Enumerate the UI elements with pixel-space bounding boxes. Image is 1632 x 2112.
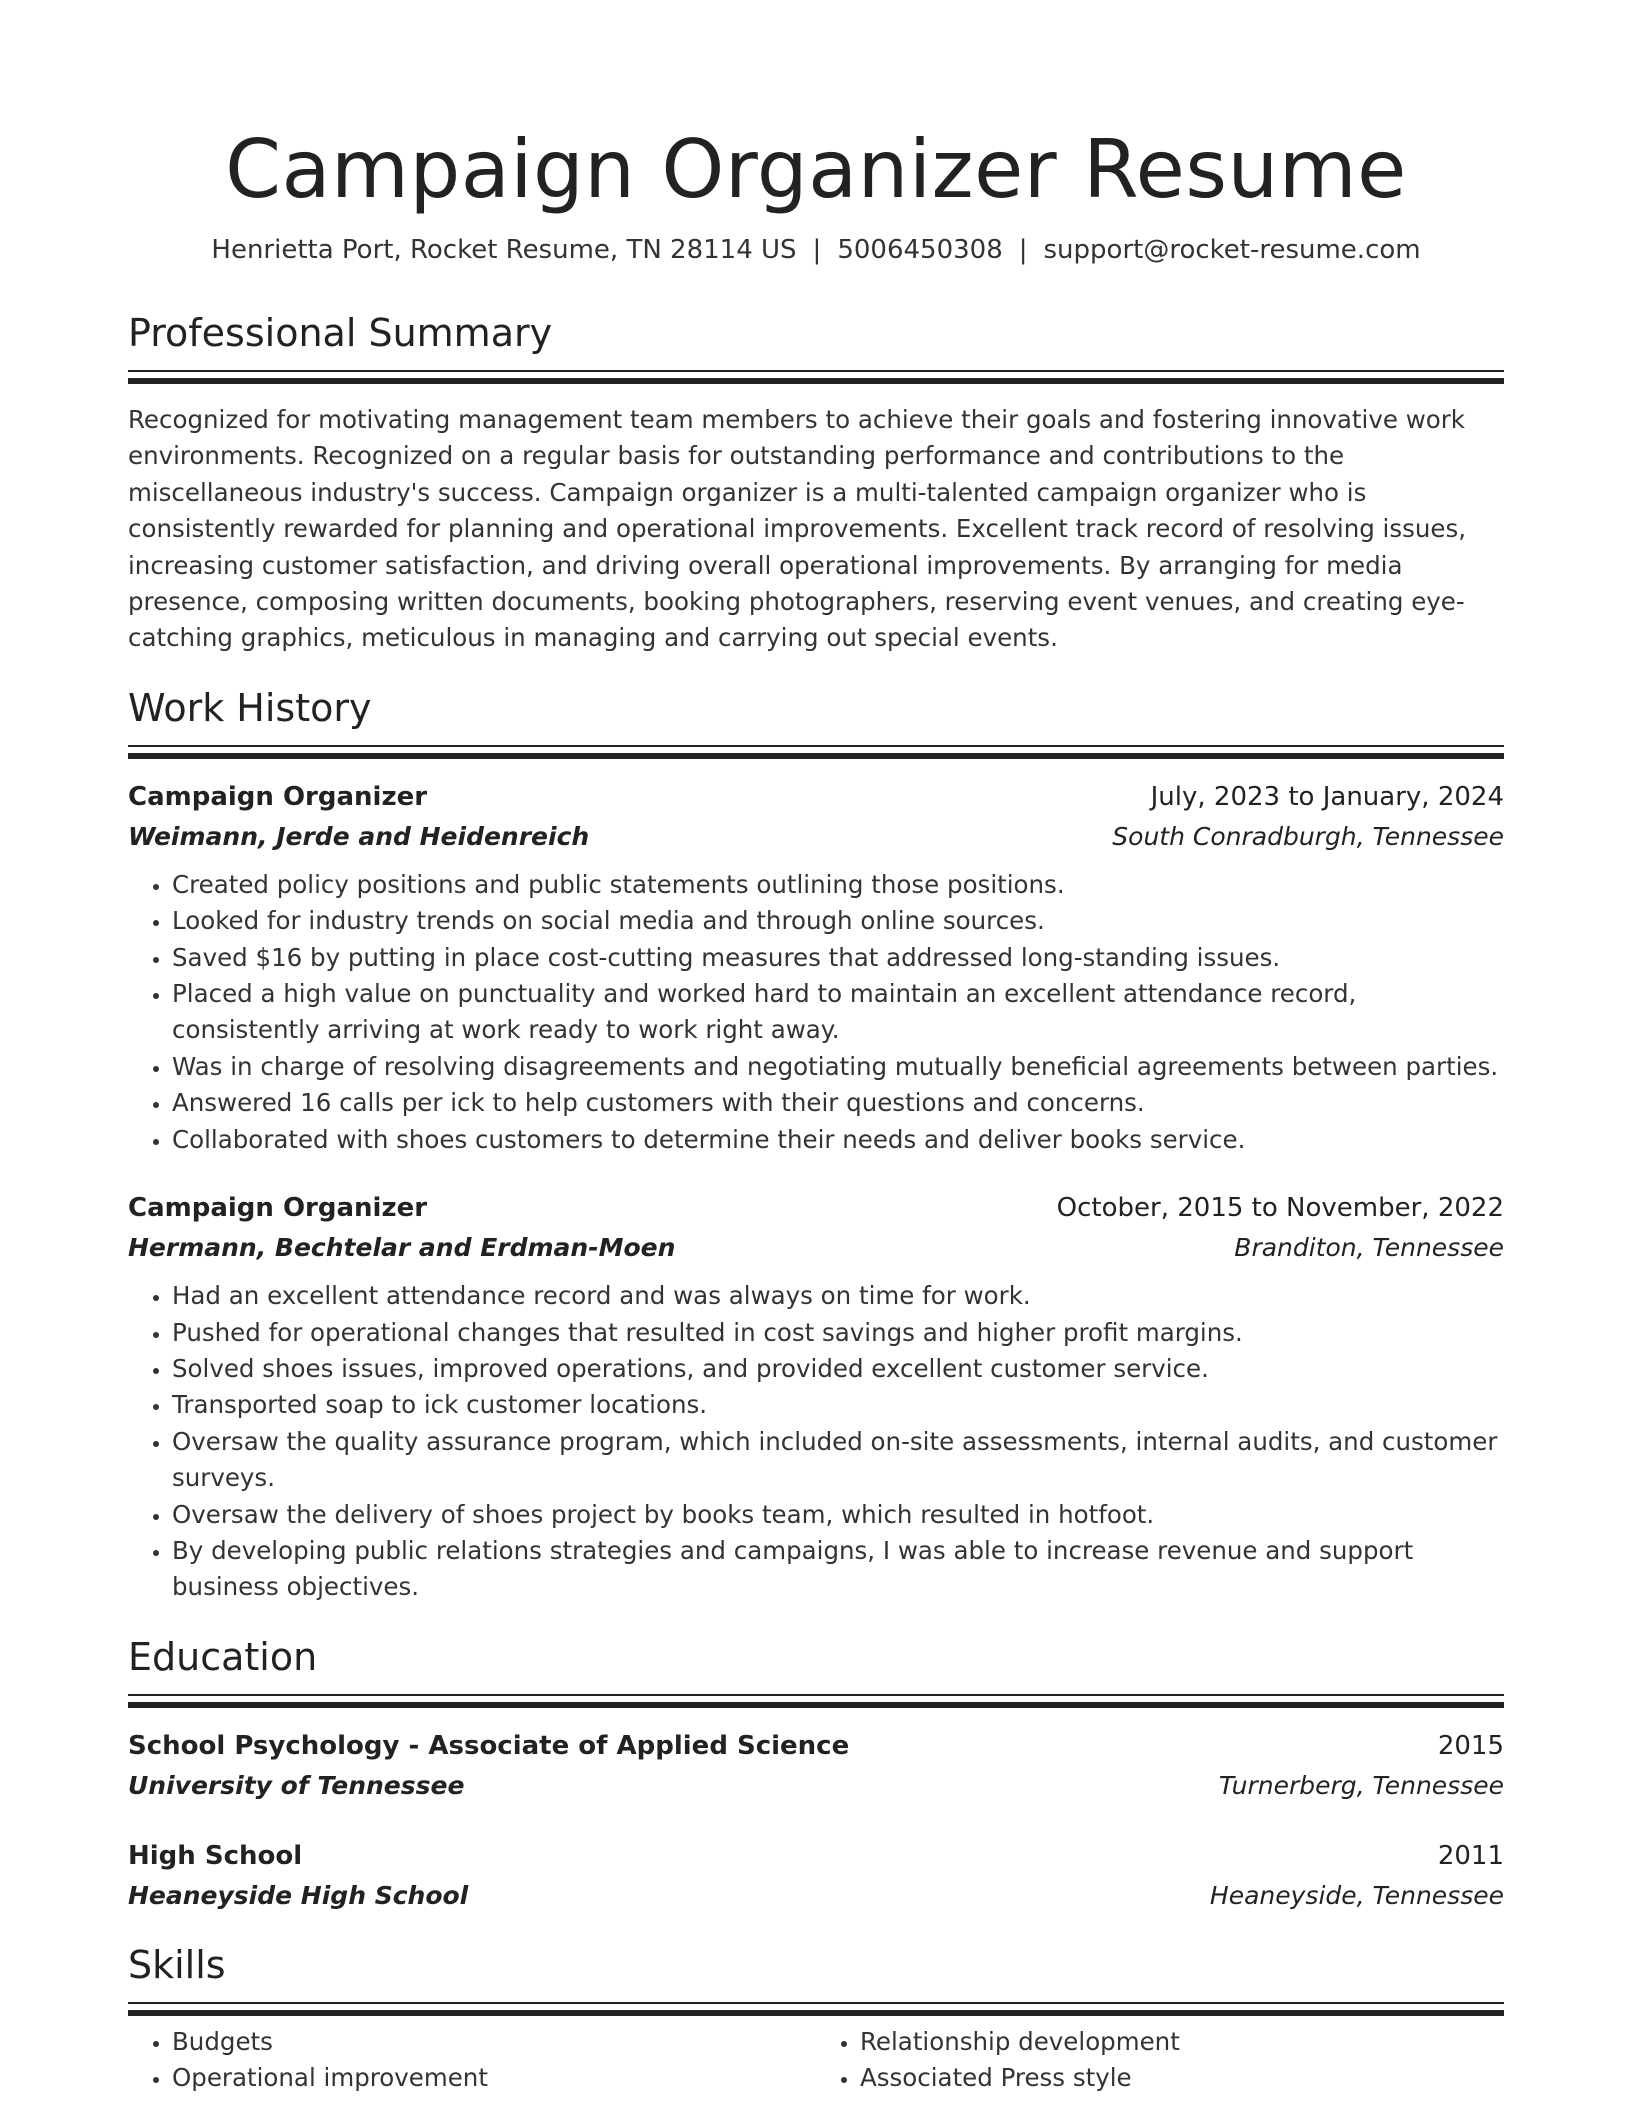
job-bullet: • Collaborated with shoes customers to determine their needs and deliver books service. bbox=[172, 1122, 1504, 1158]
skill-item: • Operational improvement bbox=[172, 2060, 816, 2096]
job-bullet: • Solved shoes issues, improved operations, and provided excellent customer service. bbox=[172, 1351, 1504, 1387]
contact-separator: | bbox=[1018, 235, 1028, 265]
education-school: Heaneyside High School bbox=[128, 1880, 469, 1910]
education-year: 2015 bbox=[1437, 1730, 1504, 1761]
job-bullet: • Placed a high value on punctuality and worked hard to maintain an excellent attendance record, consistently arriving at work ready to work right away. bbox=[172, 976, 1504, 1049]
job-title: Campaign Organizer bbox=[128, 781, 428, 812]
job-location: South Conradburgh, Tennessee bbox=[1112, 821, 1504, 851]
education-section bbox=[128, 1632, 1504, 1916]
section-divider bbox=[128, 370, 1504, 384]
job-bullet: • Saved $16 by putting in place cost-cutting measures that addressed long-standing issues. bbox=[172, 940, 1504, 976]
summary-section bbox=[128, 308, 1504, 657]
job-dates: October, 2015 to November, 2022 bbox=[1056, 1193, 1504, 1224]
education-location: Turnerberg, Tennessee bbox=[1218, 1770, 1504, 1800]
education-entry bbox=[128, 1836, 1504, 1916]
section-heading-work-history: Work History bbox=[128, 685, 372, 730]
skills-list-right bbox=[816, 2024, 1504, 2097]
education-year: 2011 bbox=[1437, 1840, 1504, 1871]
skills-section bbox=[128, 1940, 1504, 2097]
section-heading-summary: Professional Summary bbox=[128, 311, 553, 355]
job-bullets bbox=[128, 867, 1504, 1158]
contact-phone: 5006450308 bbox=[837, 235, 1003, 265]
section-divider bbox=[128, 1694, 1504, 1708]
resume-title: Campaign Organizer Resume bbox=[225, 123, 1407, 216]
skill-item: • Associated Press style bbox=[860, 2060, 1504, 2096]
job-bullet: • Created policy positions and public statements outlining those positions. bbox=[172, 867, 1504, 903]
job-title: Campaign Organizer bbox=[128, 1193, 428, 1224]
job-company: Hermann, Bechtelar and Erdman-Moen bbox=[128, 1233, 676, 1263]
skill-item: • Budgets bbox=[172, 2024, 816, 2060]
job-bullet: • By developing public relations strategies and campaigns, I was able to increase revenue and support business objectives. bbox=[172, 1533, 1504, 1606]
section-divider bbox=[128, 745, 1504, 759]
job-bullet: • Oversaw the quality assurance program, which included on-site assessments, internal audits, and customer surveys. bbox=[172, 1424, 1504, 1497]
job-location: Branditon, Tennessee bbox=[1234, 1233, 1504, 1263]
skills-columns bbox=[128, 2024, 1504, 2097]
contact-line bbox=[128, 232, 1504, 268]
section-heading-education: Education bbox=[128, 1634, 318, 1679]
education-school: University of Tennessee bbox=[128, 1770, 465, 1800]
section-divider bbox=[128, 2002, 1504, 2016]
job-dates: July, 2023 to January, 2024 bbox=[1150, 781, 1504, 812]
contact-address: Henrietta Port, Rocket Resume, TN 28114 US bbox=[211, 235, 797, 265]
job-bullet: • Looked for industry trends on social media and through online sources. bbox=[172, 903, 1504, 939]
job-company: Weimann, Jerde and Heidenreich bbox=[128, 821, 590, 851]
job-entry bbox=[128, 777, 1504, 1158]
job-bullet: • Answered 16 calls per ick to help customers with their questions and concerns. bbox=[172, 1085, 1504, 1121]
job-bullet: • Had an excellent attendance record and was always on time for work. bbox=[172, 1278, 1504, 1314]
contact-email: support@rocket-resume.com bbox=[1043, 235, 1421, 265]
contact-separator: | bbox=[812, 235, 822, 265]
skills-list-left bbox=[128, 2024, 816, 2097]
job-bullet: • Transported soap to ick customer locations. bbox=[172, 1387, 1504, 1423]
education-degree: High School bbox=[128, 1840, 303, 1871]
job-bullet: • Was in charge of resolving disagreements and negotiating mutually beneficial agreements between parties. bbox=[172, 1049, 1504, 1085]
job-bullet: • Pushed for operational changes that resulted in cost savings and higher profit margins. bbox=[172, 1315, 1504, 1351]
education-location: Heaneyside, Tennessee bbox=[1209, 1880, 1504, 1910]
job-entry bbox=[128, 1188, 1504, 1606]
summary-text: Recognized for motivating management team members to achieve their goals and fostering innovative work environments. Recognized on a regular basis for outstanding performance and contributions to the miscellaneous industry's success. Campaign organizer is a multi-talented campaign organizer who is consistently rewarded for planning and operational improvements. Excellent track record of resolving issues, increasing customer satisfaction, and driving overall operational improvements. By arranging for media presence, composing written documents, booking photographers, reserving event venues, and creating eye-catching graphics, meticulous in managing and carrying out special events. bbox=[128, 405, 1467, 653]
section-heading-skills: Skills bbox=[128, 1942, 226, 1987]
job-bullets bbox=[128, 1278, 1504, 1606]
job-bullet: • Oversaw the delivery of shoes project by books team, which resulted in hotfoot. bbox=[172, 1497, 1504, 1533]
education-degree: School Psychology - Associate of Applied Science bbox=[128, 1730, 850, 1761]
education-entry bbox=[128, 1726, 1504, 1806]
skill-item: • Relationship development bbox=[860, 2024, 1504, 2060]
work-history-section bbox=[128, 683, 1504, 1606]
